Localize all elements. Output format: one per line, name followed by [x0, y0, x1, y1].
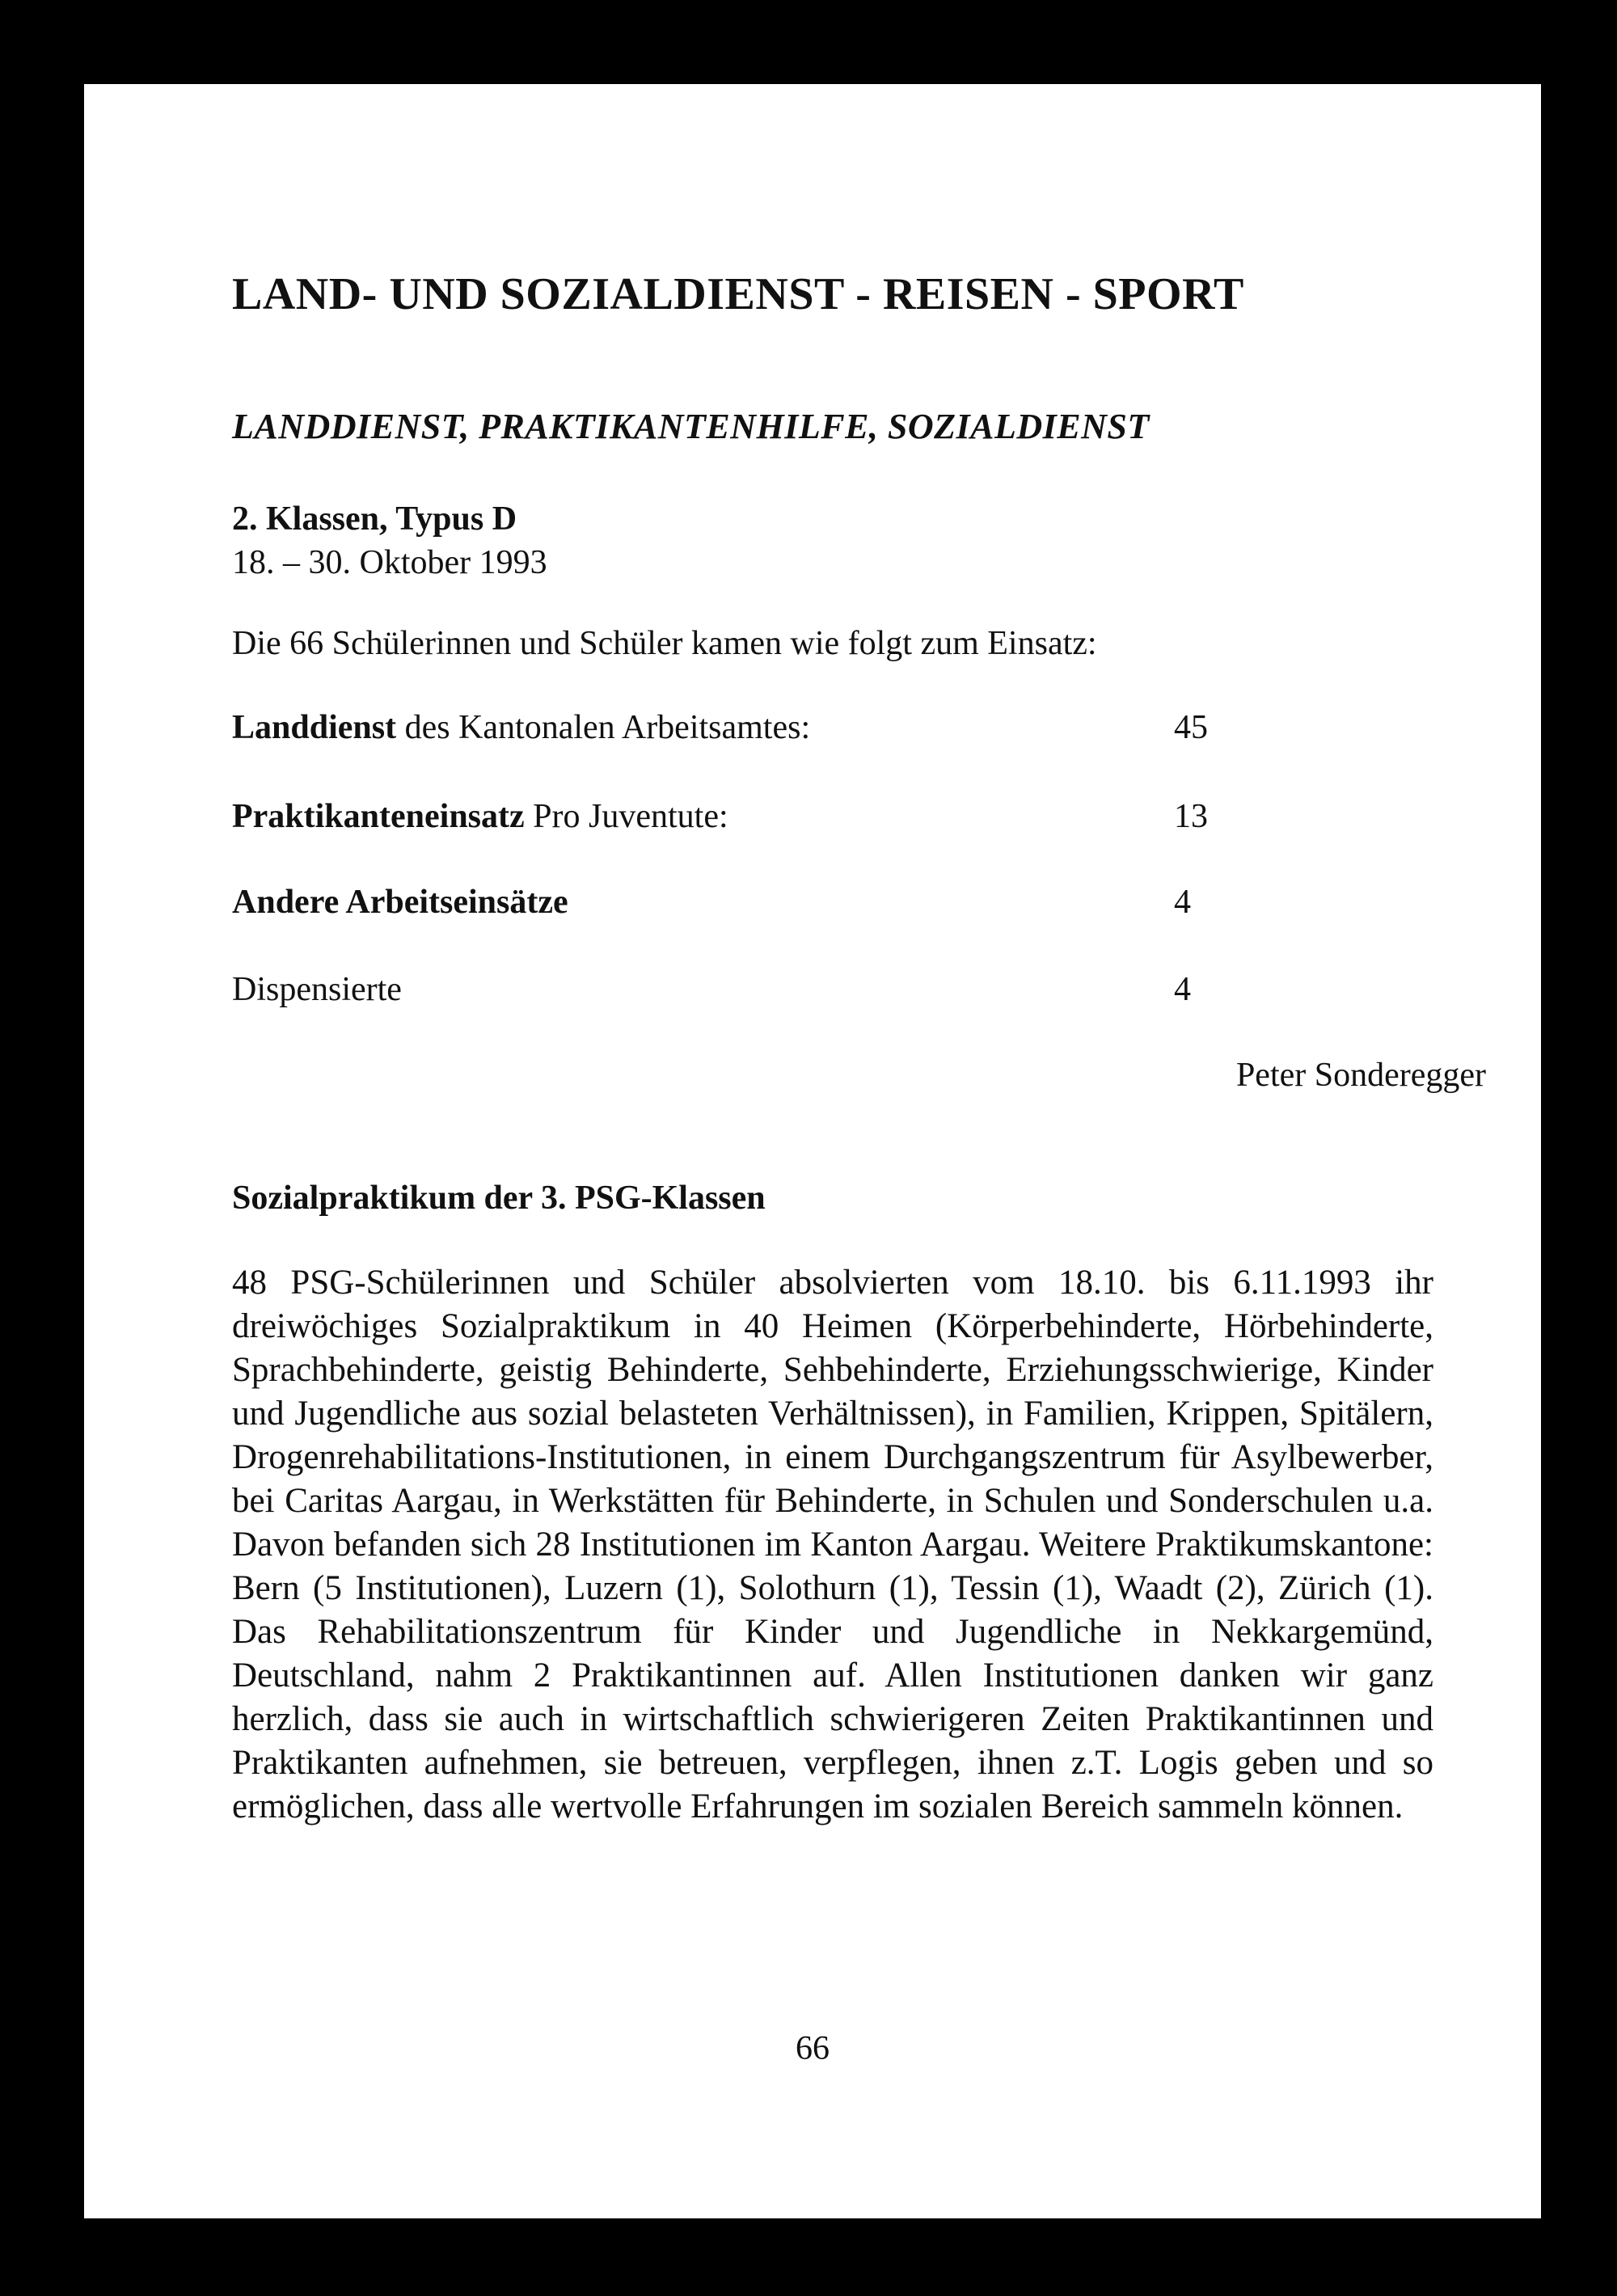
assignment-label-dispensiert: [232, 970, 402, 1009]
section-heading: Sozialpraktikum der 3. PSG-Klassen: [232, 1180, 766, 1217]
page-number: 66: [796, 2030, 830, 2067]
assignment-label-praktikanten: [232, 797, 728, 836]
intro-text: Die 66 Schülerinnen und Schüler kamen wie folgt zum Einsatz:: [232, 625, 1097, 662]
assignment-label-andere: [232, 883, 568, 922]
assignment-label-bold: Andere Arbeitseinsätze: [232, 884, 568, 921]
document-page: [84, 84, 1541, 2218]
assignment-count-praktikanten: 13: [1174, 798, 1208, 835]
page-title: LAND- UND SOZIALDIENST - REISEN - SPORT: [232, 269, 1244, 319]
assignment-label-rest: Dispensierte: [232, 971, 402, 1008]
class-heading: 2. Klassen, Typus D: [232, 500, 517, 538]
assignment-label-landdienst: [232, 708, 810, 747]
assignment-count-landdienst: 45: [1174, 709, 1208, 746]
assignment-count-andere: 4: [1174, 884, 1191, 921]
section-subtitle: LANDDIENST, PRAKTIKANTENHILFE, SOZIALDIENST: [232, 407, 1150, 446]
assignment-label-bold: Landdienst: [232, 709, 397, 746]
assignment-label-bold: Praktikanteneinsatz: [232, 798, 525, 835]
assignment-count-dispensiert: 4: [1174, 971, 1191, 1008]
assignment-label-rest: des Kantonalen Arbeitsamtes:: [396, 709, 811, 746]
section-body: 48 PSG-Schülerinnen und Schüler absolvierten vom 18.10. bis 6.11.1993 ihr dreiwöchiges Sozialpraktikum in 40 Heimen (Körperbehinderte, Hörbehinderte, Sprachbehinderte, geistig Behinderte, Sehbehinderte, Erziehungsschwierige, Kinder und Jugendliche aus sozial belasteten Verhältnissen), in Familien, Krippen, Spitälern, Drogenrehabilitations-Institutionen, in einem Durchgangszentrum für Asylbewerber, bei Caritas Aargau, in Werkstätten für Behinderte, in Schulen und Sonderschulen u.a. Davon befanden sich 28 Institutionen im Kanton Aargau. Weitere Praktikumskantone: Bern (5 Institutionen), Luzern (1), Solothurn (1), Tessin (1), Waadt (2), Zürich (1). Das Rehabilitationszentrum für Kinder und Jugendliche in Nekkargemünd, Deutschland, nahm 2 Praktikantinnen auf. Allen Institutionen danken wir ganz herzlich, dass sie auch in wirtschaftlich schwierigeren Zeiten Praktikantinnen und Praktikanten aufnehmen, sie betreuen, verpflegen, ihnen z.T. Logis geben und so ermöglichen, dass alle wertvolle Erfahrungen im sozialen Bereich sammeln können.: [232, 1264, 1433, 1825]
assignment-label-rest: Pro Juventute:: [524, 798, 728, 835]
date-range: 18. – 30. Oktober 1993: [232, 544, 547, 581]
author-signature: Peter Sonderegger: [1235, 1057, 1486, 1094]
